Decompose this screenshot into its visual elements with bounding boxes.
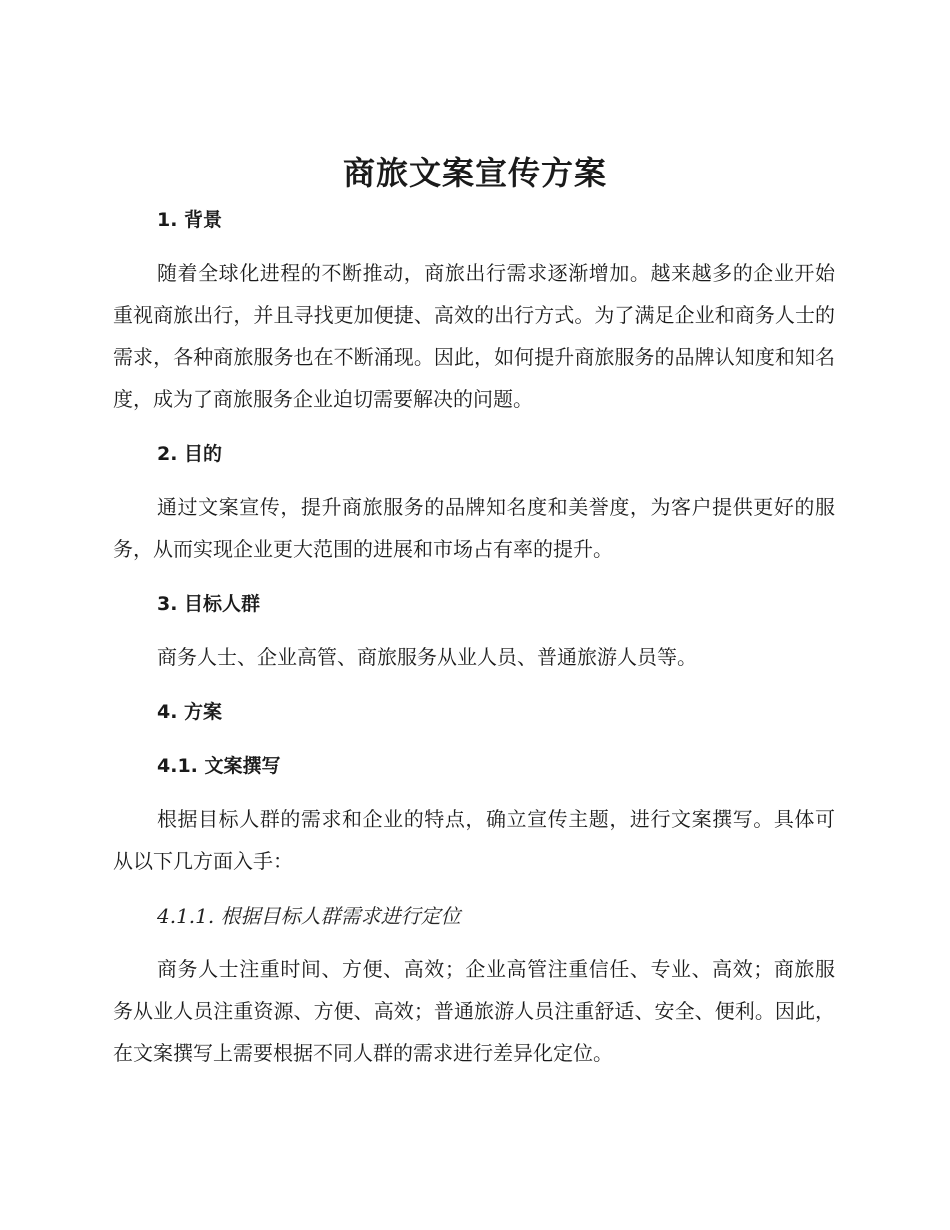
section-heading-background: 1. 背景	[157, 209, 223, 231]
section-heading-audience: 3. 目标人群	[157, 593, 261, 615]
page-title: 商旅文案宣传方案	[342, 154, 607, 192]
document-body	[113, 200, 835, 1074]
section-heading-purpose: 2. 目的	[157, 443, 223, 465]
paragraph-positioning: 商务人士注重时间、方便、高效；企业高管注重信任、专业、高效；商旅服务从业人员注重资源、方便、高效；普通旅游人员注重舒适、安全、便利。因此，在文案撰写上需要根据不同人群的需求进行差异化定位。	[113, 957, 835, 1065]
paragraph-purpose: 通过文案宣传，提升商旅服务的品牌知名度和美誉度，为客户提供更好的服务，从而实现企业更大范围的进展和市场占有率的提升。	[113, 495, 835, 561]
section-heading-plan: 4. 方案	[157, 701, 223, 723]
subsection-heading-copywriting: 4.1. 文案撰写	[157, 755, 281, 777]
paragraph-background: 随着全球化进程的不断推动，商旅出行需求逐渐增加。越来越多的企业开始重视商旅出行，并且寻找更加便捷、高效的出行方式。为了满足企业和商务人士的需求，各种商旅服务也在不断涌现。因此，如何提升商旅服务的品牌认知度和知名度，成为了商旅服务企业迫切需要解决的问题。	[113, 261, 835, 411]
subsubsection-heading-positioning: 4.1.1. 根据目标人群需求进行定位	[157, 904, 461, 928]
paragraph-copywriting: 根据目标人群的需求和企业的特点，确立宣传主题，进行文案撰写。具体可从以下几方面入手：	[113, 807, 835, 873]
paragraph-audience: 商务人士、企业高管、商旅服务从业人员、普通旅游人员等。	[157, 645, 697, 669]
